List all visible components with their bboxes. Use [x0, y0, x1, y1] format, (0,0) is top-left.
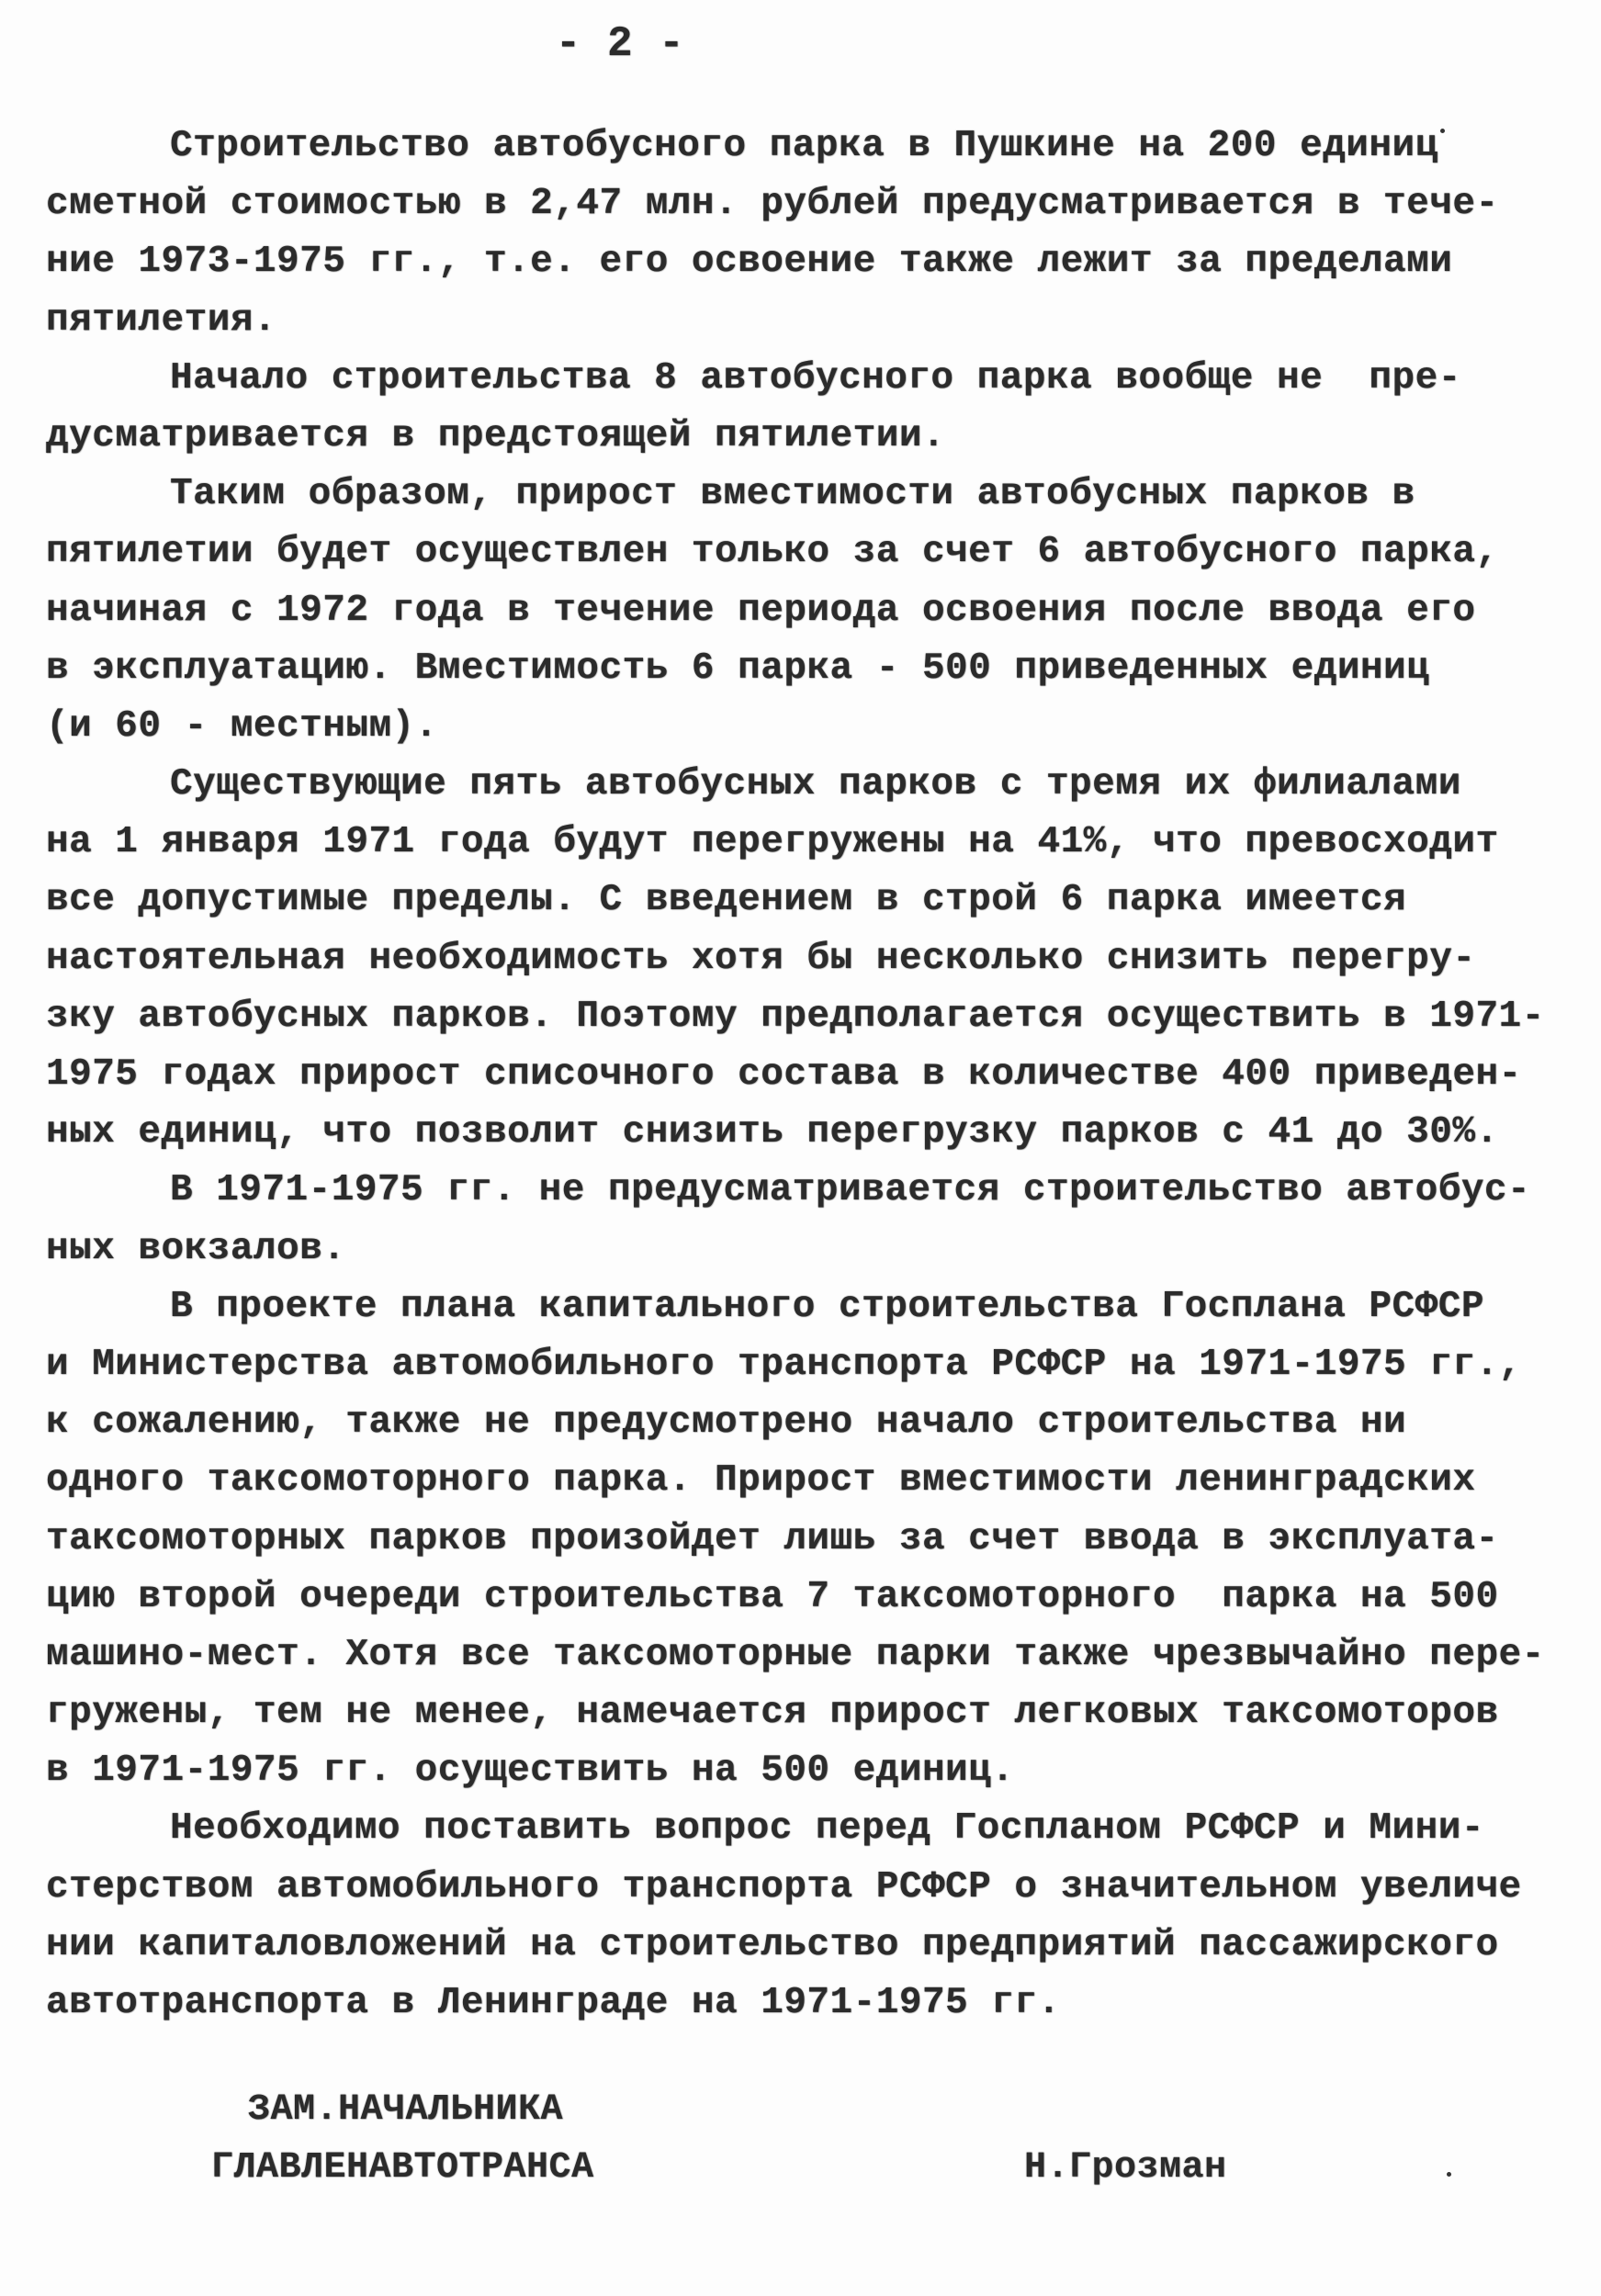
- paper-speck: [1440, 129, 1445, 133]
- document-body: [46, 118, 1589, 2032]
- paragraph-existing-parks: [46, 756, 1589, 1162]
- text-line: Необходимо поставить вопрос перед Госпланом РСФСР и Мини-: [170, 1807, 1484, 1851]
- text-line: Таким образом, прирост вместимости автобусных парков в: [170, 473, 1415, 516]
- text-line: пятилетии будет осуществлен только за счет 6 автобусного парка,: [46, 531, 1499, 574]
- text-line: на 1 января 1971 года будут перегружены на 41%, что превосходит: [46, 821, 1499, 864]
- paragraph-proposal: [46, 1800, 1589, 2032]
- text-line: ных вокзалов.: [46, 1227, 346, 1270]
- text-line: в 1971-1975 гг. осуществить на 500 единиц.: [46, 1750, 1015, 1793]
- paragraph-capacity-growth: [46, 466, 1589, 756]
- text-line: настоятельная необходимость хотя бы несколько снизить перегру-: [46, 937, 1476, 980]
- text-line: стерством автомобильного транспорта РСФСР о значительном увеличе: [46, 1865, 1522, 1908]
- text-line: ных единиц, что позволит снизить перегрузку парков с 41 до 30%.: [46, 1111, 1499, 1154]
- paragraph-taxi-parks: [46, 1278, 1589, 1801]
- text-line: и Министерства автомобильного транспорта РСФСР на 1971-1975 гг.,: [46, 1343, 1522, 1386]
- text-line: 1975 годах прирост списочного состава в количестве 400 приведен-: [46, 1053, 1522, 1096]
- text-line: цию второй очереди строительства 7 таксомоторного парка на 500: [46, 1575, 1499, 1618]
- text-line: начиная с 1972 года в течение периода освоения после ввода его: [46, 589, 1476, 632]
- text-line: в эксплуатацию. Вместимость 6 парка - 500 приведенных единиц: [46, 647, 1430, 690]
- signatory-title-line-2: ГЛАВЛЕНАВТОТРАНСА: [211, 2147, 594, 2189]
- paragraph-eighth-bus-park: [46, 350, 1589, 466]
- paper-speck: [1447, 2172, 1451, 2177]
- text-line: сметной стоимостью в 2,47 млн. рублей предусматривается в тече-: [46, 183, 1499, 226]
- signatory-name: Н.Грозман: [1024, 2147, 1227, 2189]
- signature-block: [0, 2089, 1601, 2218]
- paragraph-bus-stations: [46, 1162, 1589, 1277]
- paragraph-pushkin-bus-park: [46, 118, 1589, 350]
- text-line: (и 60 - местным).: [46, 704, 438, 748]
- text-line: В 1971-1975 гг. не предусматривается строительство автобус-: [170, 1169, 1531, 1212]
- text-line: ние 1973-1975 гг., т.е. его освоение также лежит за пределами: [46, 241, 1453, 284]
- text-line: таксомоторных парков произойдет лишь за счет ввода в эксплуата-: [46, 1517, 1499, 1560]
- text-line: зку автобусных парков. Поэтому предполагается осуществить в 1971-: [46, 995, 1545, 1038]
- text-line: В проекте плана капитального строительства Госплана РСФСР: [170, 1285, 1484, 1328]
- text-line: автотранспорта в Ленинграде на 1971-1975 гг.: [46, 1982, 1061, 2024]
- signatory-title-line-1: ЗАМ.НАЧАЛЬНИКА: [248, 2089, 564, 2131]
- text-line: к сожалению, также не предусмотрено начало строительства ни: [46, 1401, 1407, 1445]
- page-number: - 2 -: [555, 20, 685, 68]
- text-line: пятилетия.: [46, 298, 277, 342]
- text-line: нии капиталовложений на строительство предприятий пассажирского: [46, 1923, 1499, 1966]
- text-line: дусматривается в предстоящей пятилетии.: [46, 414, 946, 457]
- text-line: одного таксомоторного парка. Прирост вместимости ленинградских: [46, 1459, 1476, 1503]
- text-line: Существующие пять автобусных парков с тремя их филиалами: [170, 763, 1461, 806]
- text-line: машино-мест. Хотя все таксомоторные парки также чрезвычайно пере-: [46, 1633, 1545, 1676]
- text-line: Начало строительства 8 автобусного парка вообще не пре-: [170, 356, 1461, 400]
- text-line: гружены, тем не менее, намечается прирост легковых таксомоторов: [46, 1692, 1499, 1735]
- text-line: Строительство автобусного парка в Пушкине на 200 единиц: [170, 125, 1438, 167]
- text-line: все допустимые пределы. С введением в строй 6 парка имеется: [46, 879, 1407, 922]
